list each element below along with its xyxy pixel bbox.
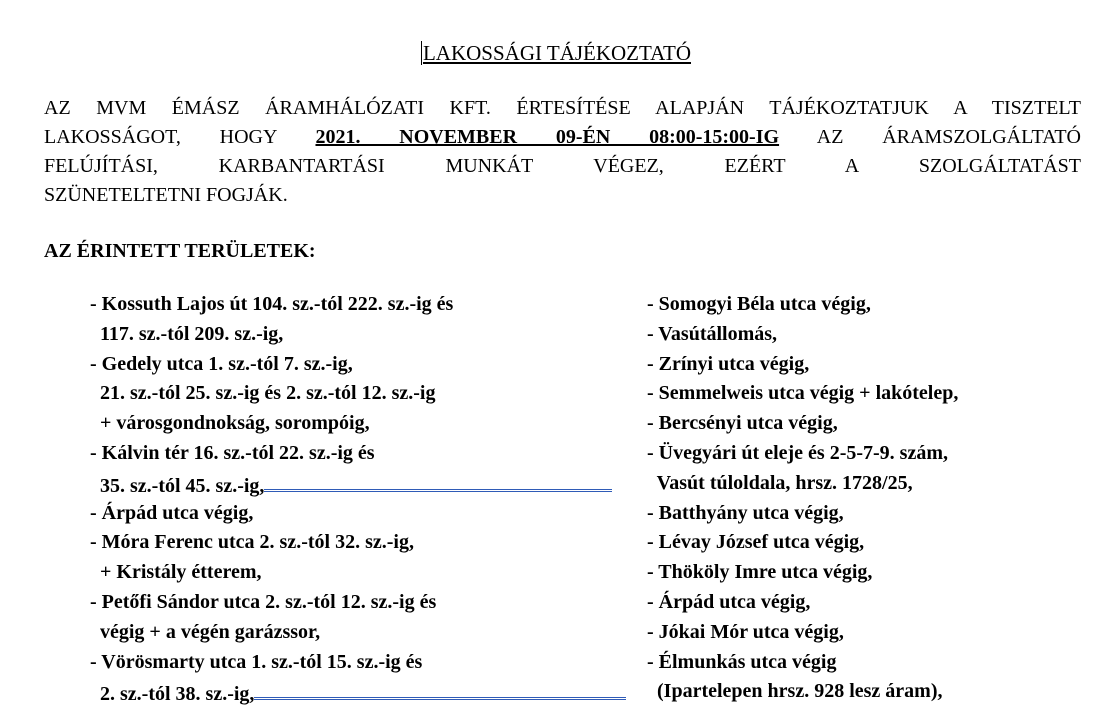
list-item: - Somogyi Béla utca végig,: [647, 293, 871, 315]
list-item: - Kálvin tér 16. sz.-tól 22. sz.-ig és: [90, 441, 375, 464]
list-item: - Gedely utca 1. sz.-tól 7. sz.-ig,: [90, 352, 353, 375]
list-item: - Semmelweis utca végig + lakótelep,: [647, 382, 959, 405]
list-item: - Jókai Mór utca végig,: [647, 620, 844, 643]
intro-line-1: AZ MVM ÉMÁSZ ÁRAMHÁLÓZATI KFT. ÉRTESÍTÉSE ALAPJÁN TÁJÉKOZTATJUK A TISZTELT: [44, 97, 1081, 119]
list-item: - Thököly Imre utca végig,: [647, 561, 873, 584]
list-item: - Lévay József utca végig,: [647, 531, 865, 554]
outage-date-time: 2021. NOVEMBER 09-ÉN 08:00-15:00-IG: [315, 126, 780, 148]
affected-areas-heading: AZ ÉRINTETT TERÜLETEK:: [44, 240, 316, 262]
intro-line-2-after: AZ ÁRAMSZOLGÁLTATÓ: [816, 126, 1081, 148]
list-item: - Árpád utca végig,: [647, 590, 811, 613]
list-item: [90, 677, 650, 707]
intro-line-4: SZÜNETELTETNI FOGJÁK.: [44, 184, 288, 206]
document-title: LAKOSSÁGI TÁJÉKOZTATÓ: [422, 41, 691, 65]
list-item: - Bercsényi utca végig,: [647, 412, 838, 435]
list-item: - Üvegyári út eleje és 2-5-7-9. szám,: [647, 441, 949, 464]
right-column: [647, 290, 1107, 707]
list-item: - Petőfi Sándor utca 2. sz.-tól 12. sz.-ig és: [90, 590, 437, 613]
intro-line-2: [44, 123, 1081, 152]
list-item: - Élmunkás utca végig: [647, 650, 837, 673]
list-item: (Ipartelepen hrsz. 928 lesz áram),: [647, 680, 943, 703]
list-item: 117. sz.-tól 209. sz.-ig,: [90, 322, 284, 345]
intro-paragraph: [44, 94, 1081, 210]
list-item: - Árpád utca végig,: [90, 501, 254, 524]
double-underline-fill: [264, 469, 612, 492]
list-item: [90, 469, 650, 499]
list-item: - Vasútállomás,: [647, 322, 778, 345]
list-item: - Vörösmarty utca 1. sz.-tól 15. sz.-ig és: [90, 650, 423, 673]
list-item: - Zrínyi utca végig,: [647, 352, 810, 375]
list-item: - Batthyány utca végig,: [647, 501, 844, 524]
list-item: - Móra Ferenc utca 2. sz.-tól 32. sz.-ig,: [90, 531, 414, 554]
intro-line-2-before: LAKOSSÁGOT, HOGY: [44, 126, 277, 148]
list-item: végig + a végén garázssor,: [90, 620, 321, 643]
list-item: - Kossuth Lajos út 104. sz.-tól 222. sz.-ig és: [90, 293, 454, 315]
double-underline-fill: [254, 677, 626, 700]
list-item: Vasút túloldala, hrsz. 1728/25,: [647, 471, 913, 494]
intro-line-3: FELÚJÍTÁSI, KARBANTARTÁSI MUNKÁT VÉGEZ, EZÉRT A SZOLGÁLTATÁST: [44, 155, 1081, 177]
list-item-text: 2. sz.-tól 38. sz.-ig,: [90, 683, 255, 706]
left-column: [90, 290, 650, 707]
list-item: 21. sz.-tól 25. sz.-ig és 2. sz.-tól 12. sz.-ig: [90, 382, 436, 405]
list-item: + városgondnokság, sorompóig,: [90, 412, 370, 435]
list-item-text: 35. sz.-tól 45. sz.-ig,: [90, 474, 265, 497]
list-item: + Kristály étterem,: [90, 561, 262, 584]
